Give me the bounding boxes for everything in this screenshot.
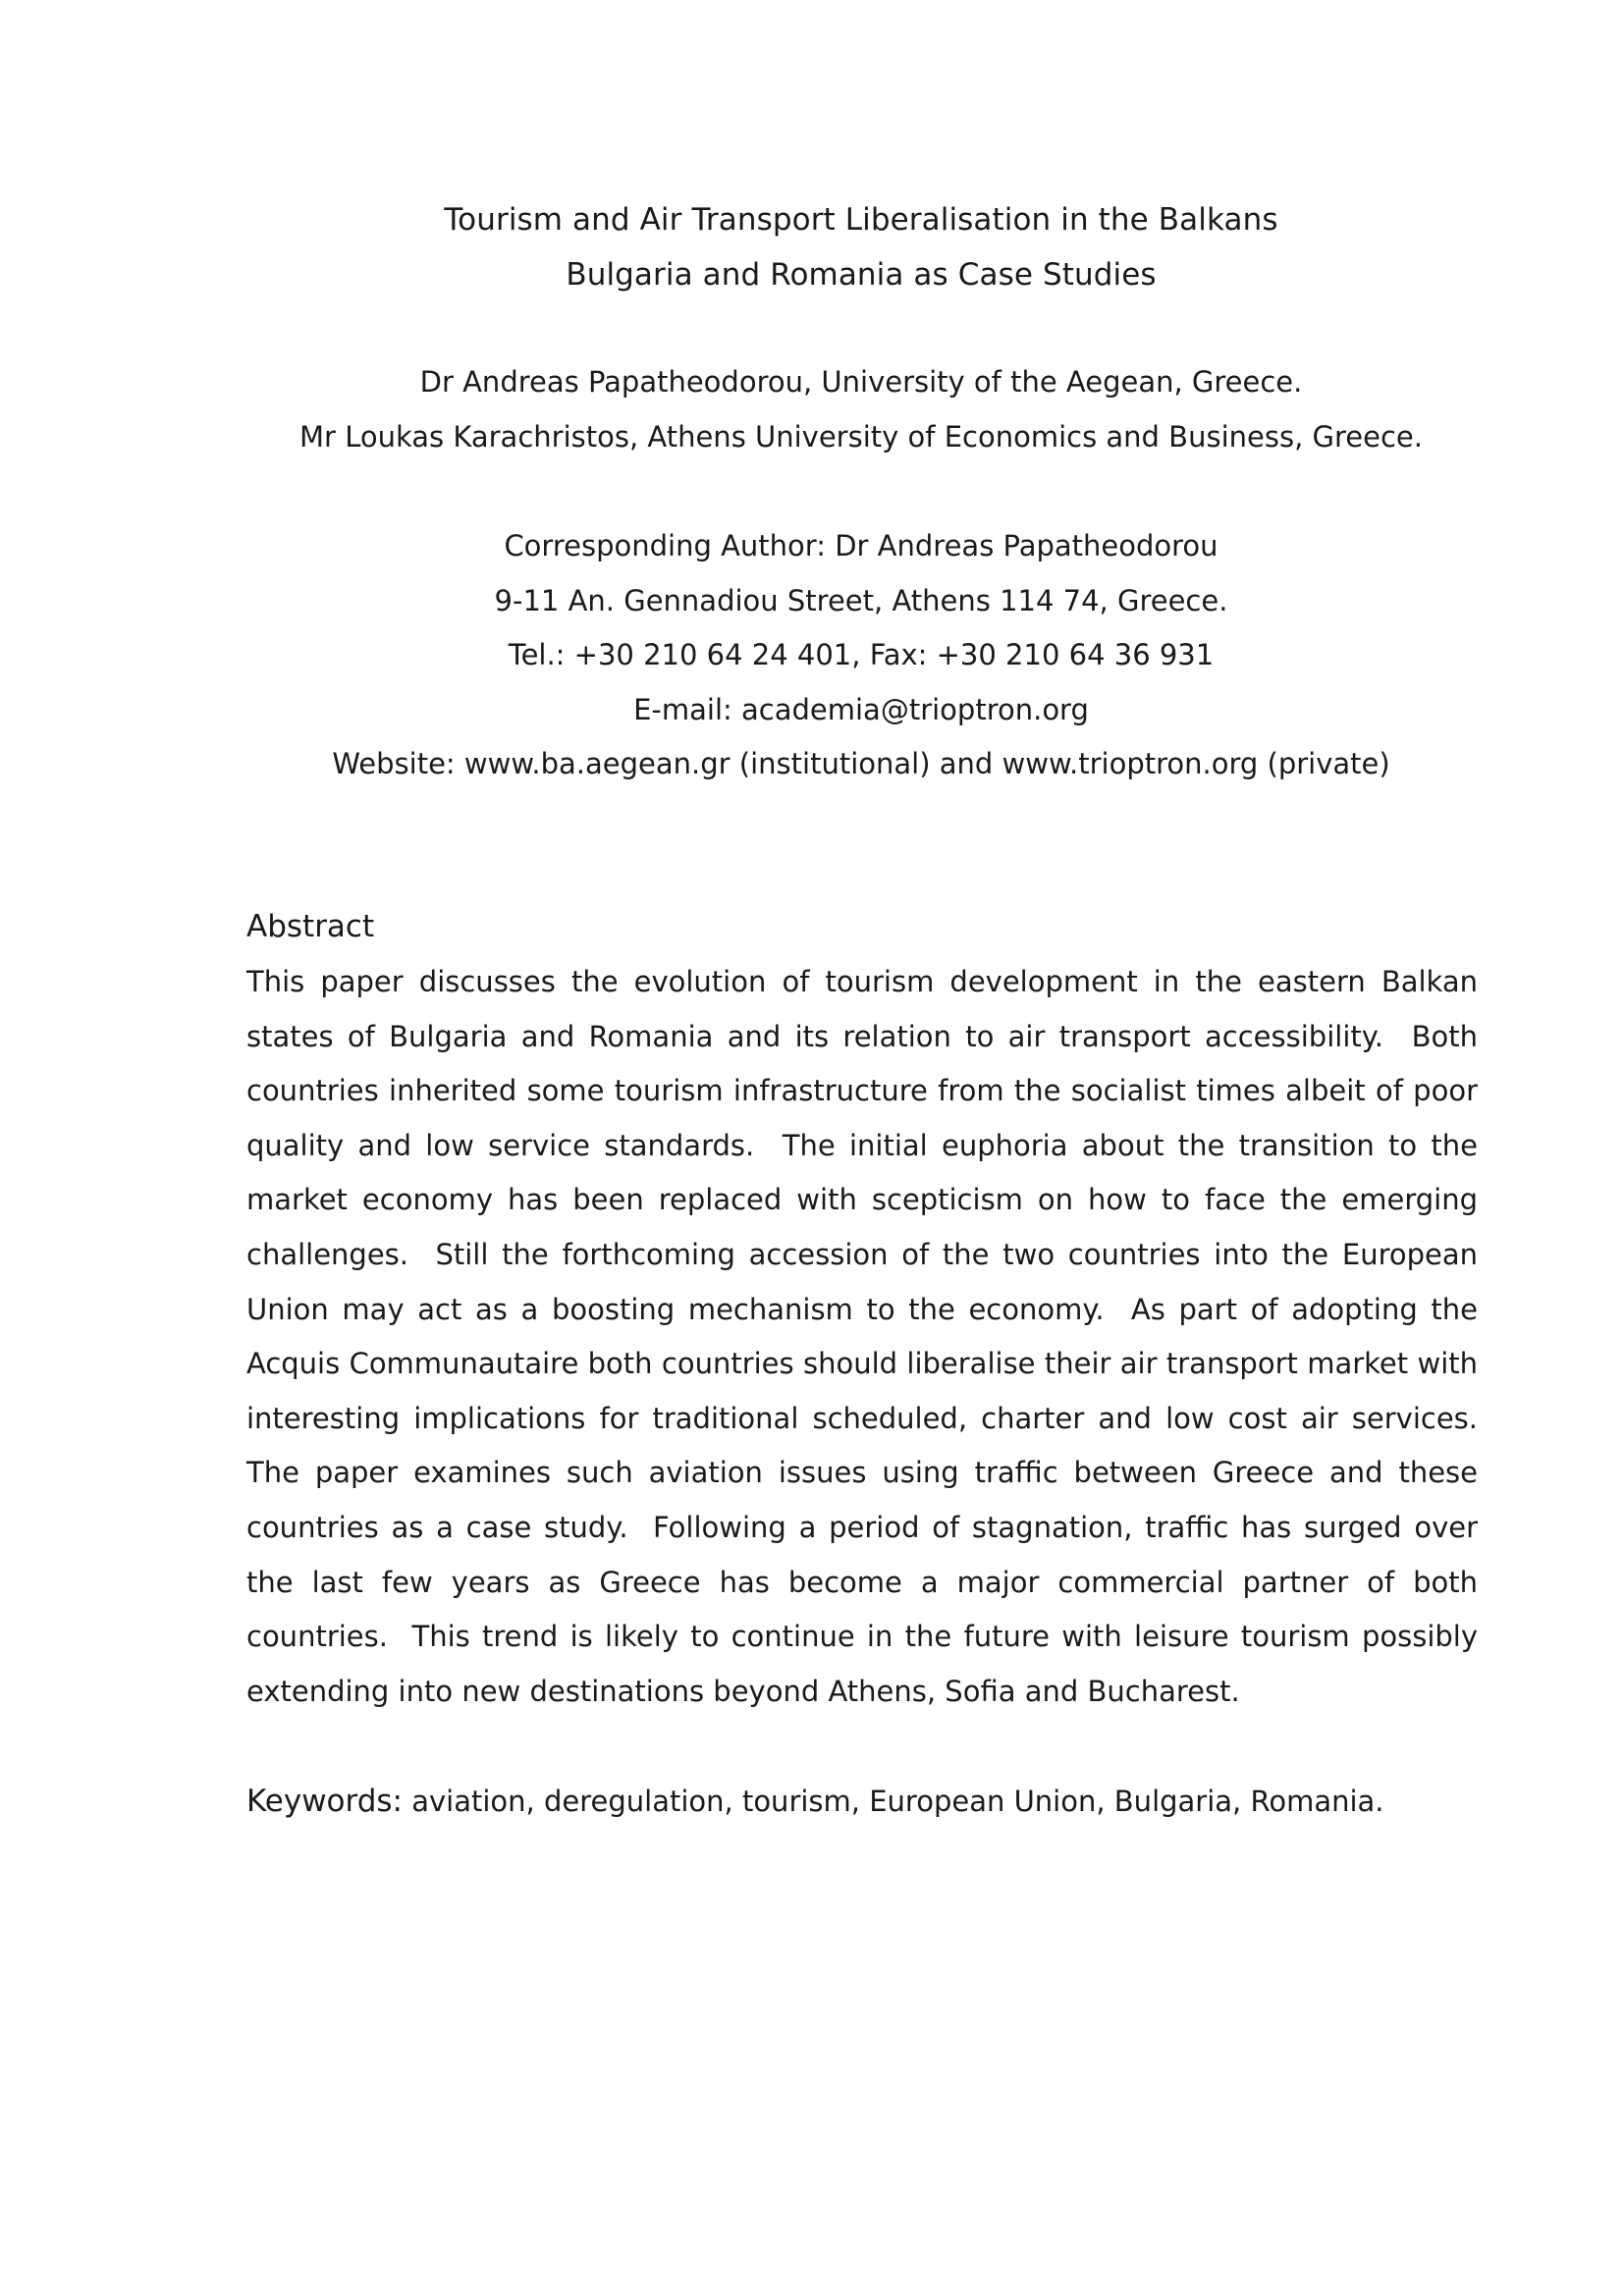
title-line-1: Tourism and Air Transport Liberalisation in the Balkans bbox=[444, 202, 1278, 238]
author-list bbox=[245, 355, 1477, 464]
keywords-text: aviation, deregulation, tourism, European Union, Bulgaria, Romania. bbox=[403, 1785, 1384, 1818]
contact-block bbox=[245, 519, 1477, 792]
phone-fax: Tel.: +30 210 64 24 401, Fax: +30 210 64 36 931 bbox=[508, 638, 1215, 672]
abstract-heading: Abstract bbox=[246, 909, 375, 944]
address: 9-11 An. Gennadiou Street, Athens 114 74, Greece. bbox=[494, 583, 1228, 617]
corresponding-author: Corresponding Author: Dr Andreas Papatheodorou bbox=[504, 529, 1218, 562]
title-line-2: Bulgaria and Romania as Case Studies bbox=[566, 257, 1157, 293]
email: E-mail: academia@trioptron.org bbox=[633, 692, 1089, 726]
abstract-text: This paper discusses the evolution of tourism development in the eastern Balkan states of Bulgaria and Romania and its relation to air transport accessibility. Both countries inherited some tourism infrastructure from the socialist times albeit of poor quality and low service standards. The initial euphoria about the transition to the market economy has been replaced with scepticism on how to face the emerging challenges. Still the forthcoming accession of the two countries into the European Union may act as a boosting mechanism to the economy. As part of adopting the Acquis Communautaire both countries should liberalise their air transport market with interesting implications for traditional scheduled, charter and low cost air services. The paper examines such aviation issues using traffic between Greece and these countries as a case study. Following a period of stagnation, traffic has surged over the last few years as Greece has become a major commercial partner of both countries. This trend is likely to continue in the future with leisure tourism possibly extending into new destinations beyond Athens, Sofia and Bucharest. bbox=[246, 965, 1496, 1708]
paper-title bbox=[245, 192, 1477, 302]
website: Website: www.ba.aegean.gr (institutional) and www.trioptron.org (private) bbox=[332, 747, 1390, 781]
author-1: Dr Andreas Papatheodorou, University of the Aegean, Greece. bbox=[419, 365, 1303, 399]
author-2: Mr Loukas Karachristos, Athens University of Economics and Business, Greece. bbox=[299, 419, 1423, 454]
keywords bbox=[246, 1774, 1478, 1829]
keywords-label: Keywords: bbox=[246, 1784, 403, 1819]
